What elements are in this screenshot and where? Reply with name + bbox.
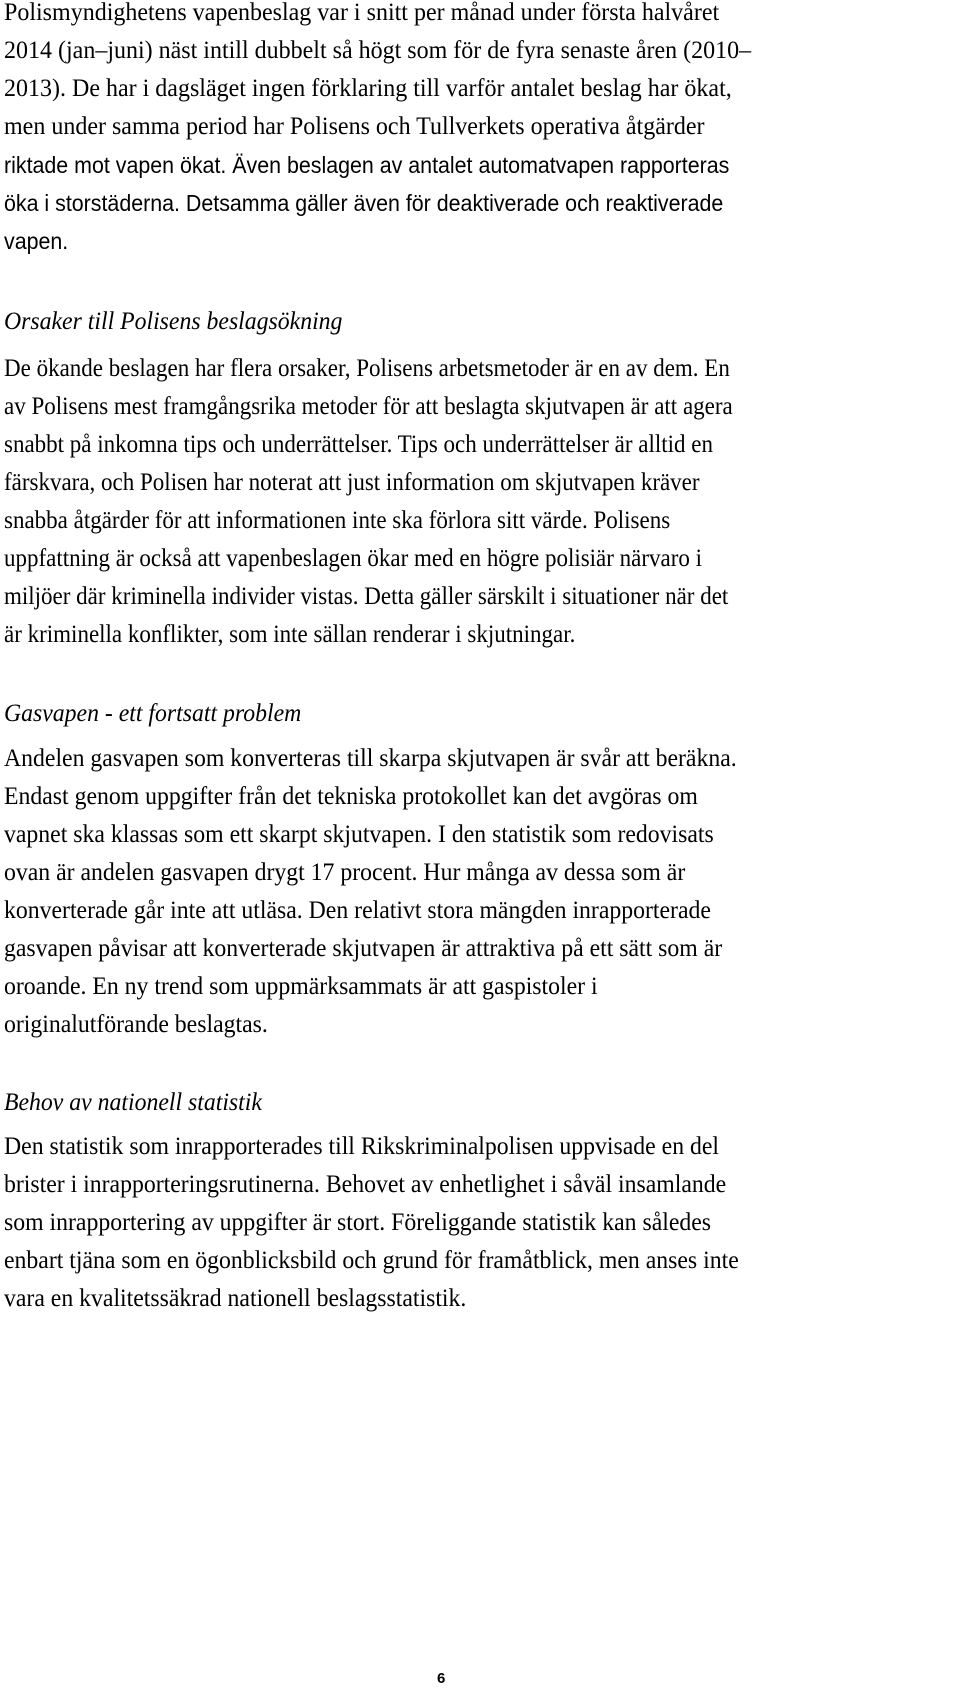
paragraph-line: Polismyndighetens vapenbeslag var i snitt per månad under första halvåret	[4, 0, 720, 26]
paragraph-line: konverterade går inte att utläsa. Den relativt stora mängden inrapporterade	[4, 897, 711, 924]
paragraph-line: Den statistik som inrapporterades till Rikskriminalpolisen uppvisade en del	[4, 1133, 720, 1160]
intro-paragraph	[4, 0, 784, 260]
paragraph-line: Andelen gasvapen som konverteras till skarpa skjutvapen är svår att beräkna.	[4, 745, 737, 772]
statistik-paragraph	[4, 1128, 777, 1318]
paragraph-line: 2013). De har i dagsläget ingen förklaring till varför antalet beslag har ökat,	[4, 75, 732, 102]
paragraph-line: vapen.	[4, 228, 69, 254]
paragraph-line: miljöer där kriminella individer vistas. Detta gäller särskilt i situationer när det	[4, 583, 729, 610]
paragraph-line: men under samma period har Polisens och Tullverkets operativa åtgärder	[4, 113, 705, 140]
paragraph-line: ovan är andelen gasvapen drygt 17 procent. Hur många av dessa som är	[4, 859, 686, 886]
paragraph-line: är kriminella konflikter, som inte sällan renderar i skjutningar.	[4, 621, 576, 648]
section-heading-statistik: Behov av nationell statistik	[4, 1089, 262, 1116]
paragraph-line: öka i storstäderna. Detsamma gäller även för deaktiverade och reaktiverade	[4, 190, 724, 216]
paragraph-line: riktade mot vapen ökat. Även beslagen av antalet automatvapen rapporteras	[4, 152, 730, 178]
paragraph-line: 2014 (jan–juni) näst intill dubbelt så högt som för de fyra senaste åren (2010–	[4, 37, 752, 64]
paragraph-line: brister i inrapporteringsrutinerna. Behovet av enhetlighet i såväl insamlande	[4, 1171, 727, 1198]
gasvapen-paragraph	[4, 740, 775, 1044]
page-number: 6	[437, 1670, 446, 1687]
paragraph-line: vara en kvalitetssäkrad nationell beslagsstatistik.	[4, 1285, 467, 1312]
paragraph-line: uppfattning är också att vapenbeslagen ökar med en högre polisiär närvaro i	[4, 545, 703, 572]
paragraph-line: De ökande beslagen har flera orsaker, Polisens arbetsmetoder är en av dem. En	[4, 355, 730, 382]
paragraph-line: som inrapportering av uppgifter är stort. Föreliggande statistik kan således	[4, 1209, 712, 1236]
paragraph-line: oroande. En ny trend som uppmärksammats är att gaspistoler i	[4, 973, 598, 1000]
paragraph-line: snabbt på inkomna tips och underrättelser. Tips och underrättelser är alltid en	[4, 431, 714, 458]
section-heading-gasvapen: Gasvapen - ett fortsatt problem	[4, 700, 302, 727]
paragraph-line: enbart tjäna som en ögonblicksbild och grund för framåtblick, men anses inte	[4, 1247, 739, 1274]
paragraph-line: gasvapen påvisar att konverterade skjutvapen är attraktiva på ett sätt som är	[4, 935, 723, 962]
paragraph-line: originalutförande beslagtas.	[4, 1011, 268, 1038]
paragraph-line: snabba åtgärder för att informationen inte ska förlora sitt värde. Polisens	[4, 507, 671, 534]
paragraph-line: av Polisens mest framgångsrika metoder för att beslagta skjutvapen är att agera	[4, 393, 733, 420]
paragraph-line: Endast genom uppgifter från det tekniska protokollet kan det avgöras om	[4, 783, 698, 810]
section-heading-orsaker: Orsaker till Polisens beslagsökning	[4, 308, 343, 335]
paragraph-line: färskvara, och Polisen har noterat att just information om skjutvapen kräver	[4, 469, 700, 496]
paragraph-line: vapnet ska klassas som ett skarpt skjutvapen. I den statistik som redovisats	[4, 821, 714, 848]
orsaker-paragraph	[4, 350, 796, 654]
